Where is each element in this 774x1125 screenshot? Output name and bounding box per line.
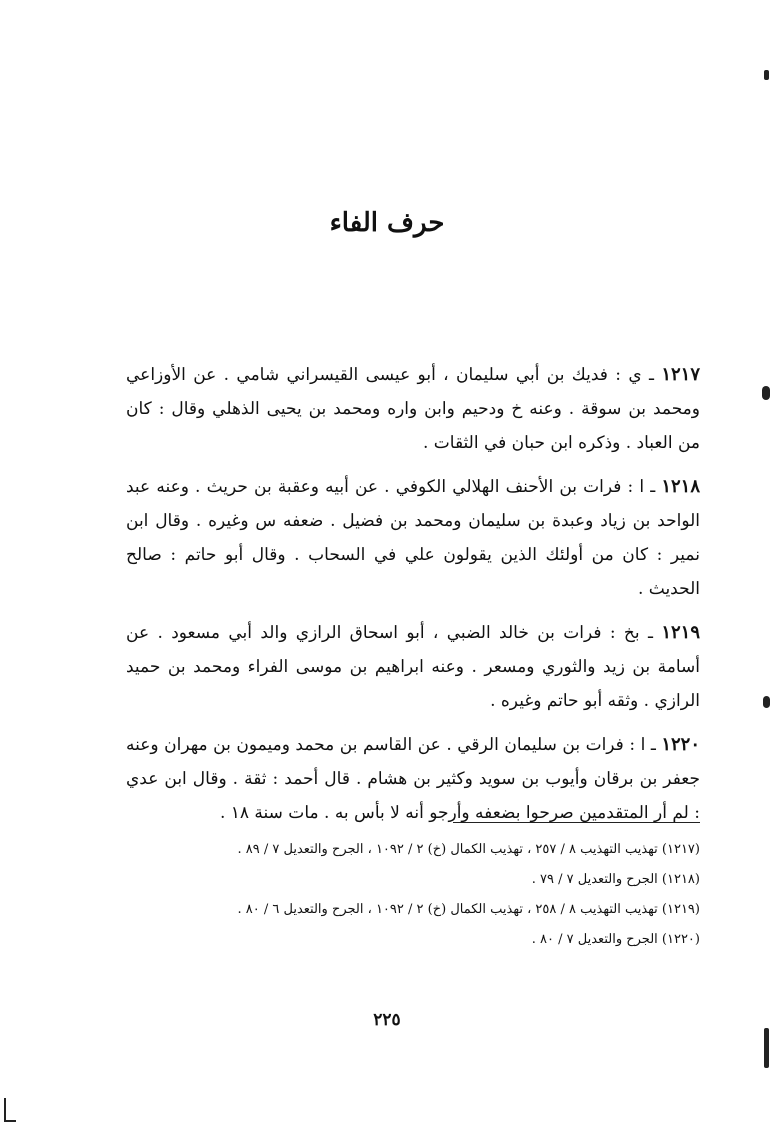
entry-1218 [126,470,700,606]
footnote-divider [453,822,700,823]
scan-edge-mark [764,1028,769,1068]
entry-text: ـ ا : فرات بن سليمان الرقي . عن القاسم بن محمد وميمون بن مهران وعنه جعفر بن برقان وأيوب بن سويد وكثير بن هشام . قال أحمد : ثقة . وقال ابن عدي : لم أر المتقدمين صرحوا بضعفه وأرجو أنه لا بأس به . مات سنة ١٨ . [126,735,700,823]
entry-number: ١٢١٩ [661,622,700,643]
footnotes [126,838,700,958]
scan-corner-mark [4,1120,16,1122]
entry-1220 [126,728,700,830]
entry-1219 [126,616,700,718]
entry-number: ١٢١٧ [661,364,700,385]
footnote-1217: (١٢١٧) تهذيب التهذيب ٨ / ٢٥٧ ، تهذيب الكمال (خ) ٢ / ١٠٩٢ ، الجرح والتعديل ٧ / ٨٩ . [237,842,700,857]
entry-1217 [126,358,700,460]
footnote-1220: (١٢٢٠) الجرح والتعديل ٧ / ٨٠ . [531,932,700,947]
scan-edge-mark [764,70,769,80]
footnote-1218: (١٢١٨) الجرح والتعديل ٧ / ٧٩ . [531,872,700,887]
entry-text: ـ بخ : فرات بن خالد الضبي ، أبو اسحاق الرازي والد أبي مسعود . عن أسامة بن زيد والثوري ومسعر . وعنه ابراهيم بن موسى الفراء ومحمد بن حميد الرازي . وثقه أبو حاتم وغيره . [126,623,700,711]
entry-text: ـ ا : فرات بن الأحنف الهلالي الكوفي . عن أبيه وعقبة بن حريث . وعنه عبد الواحد بن زياد وعبدة بن سليمان ومحمد بن فضيل . ضعفه س وغيره . وقال ابن نمير : كان من أولئك الذين يقولون علي في السحاب . وقال أبو حاتم : صالح الحديث . [126,477,700,599]
entry-text: ـ ي : فديك بن أبي سليمان ، أبو عيسى القيسراني شامي . عن الأوزاعي ومحمد بن سوقة . وعنه خ ودحيم وابن واره ومحمد بن يحيى الذهلي وقال : كان من العباد . وذكره ابن حبان في الثقات . [126,365,700,453]
scan-corner-mark [4,1098,6,1122]
scan-edge-mark [763,696,770,708]
scan-edge-mark [762,386,770,400]
biography-entries [126,358,700,840]
footnote-1219: (١٢١٩) تهذيب التهذيب ٨ / ٢٥٨ ، تهذيب الكمال (خ) ٢ / ١٠٩٢ ، الجرح والتعديل ٦ / ٨٠ . [237,902,700,917]
entry-number: ١٢٢٠ [661,734,700,755]
entry-number: ١٢١٨ [661,476,700,497]
chapter-title: حرف الفاء [329,208,445,238]
page-number: ٢٢٥ [373,1010,401,1030]
